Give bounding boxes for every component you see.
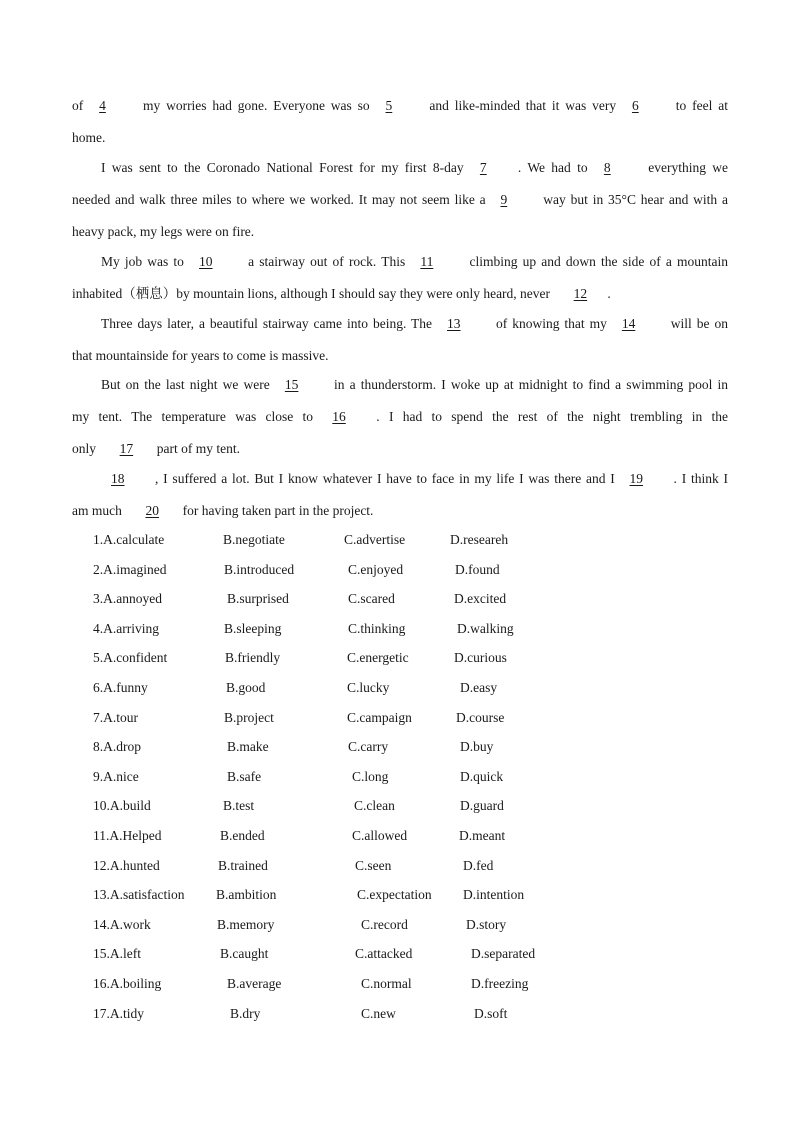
text: Three days later, a beautiful stairway came into being. The xyxy=(101,316,438,331)
text: . We had to xyxy=(517,160,594,175)
option-b: B.memory xyxy=(217,916,275,932)
text: needed and walk three miles to where we worked. It may not seem like a xyxy=(72,192,491,207)
text: am much xyxy=(72,503,126,518)
question-row xyxy=(93,826,733,846)
option-d: D.intention xyxy=(463,887,525,903)
option-d: D.fed xyxy=(463,857,494,873)
passage-line xyxy=(101,314,728,334)
text: inhabited（栖息）by mountain lions, although I should say they were only heard, never xyxy=(72,286,554,301)
option-d: D.buy xyxy=(460,739,494,755)
blank-6: 6 xyxy=(631,98,639,113)
text: home. xyxy=(72,130,106,145)
passage-line xyxy=(101,375,728,395)
passage-line xyxy=(72,128,728,148)
option-b: B.introduced xyxy=(224,561,295,577)
text: , I suffered a lot. But I know whatever I have to face in my life I was there and I xyxy=(155,471,620,486)
option-c: C.clean xyxy=(354,798,395,814)
text: my worries had gone. Everyone was so xyxy=(137,98,376,113)
option-a: 16.A.boiling xyxy=(93,976,162,991)
text: a stairway out of rock. This xyxy=(243,254,411,269)
option-c: C.normal xyxy=(361,976,412,991)
option-b: B.test xyxy=(223,798,255,814)
blank-11: 11 xyxy=(420,254,434,269)
question-row xyxy=(93,560,733,580)
option-c: C.allowed xyxy=(352,828,408,843)
option-c: C.campaign xyxy=(347,709,412,725)
passage-line xyxy=(72,346,728,366)
question-row xyxy=(93,944,733,964)
text: that mountainside for years to come is massive. xyxy=(72,348,329,363)
option-b: B.dry xyxy=(230,1005,261,1021)
option-d: D.separated xyxy=(471,946,536,962)
text: climbing up and down the side of a mountain xyxy=(464,254,729,269)
question-row xyxy=(93,974,733,994)
blank-13: 13 xyxy=(447,316,461,331)
option-a: 5.A.confident xyxy=(93,650,168,666)
blank-8: 8 xyxy=(603,160,611,175)
option-c: C.new xyxy=(361,1005,396,1021)
option-a: 17.A.tidy xyxy=(93,1005,145,1021)
option-b: B.project xyxy=(224,709,274,725)
question-row xyxy=(93,619,733,639)
option-d: D.easy xyxy=(460,680,498,695)
option-b: B.caught xyxy=(220,946,269,962)
option-a: 11.A.Helped xyxy=(93,828,162,843)
blank-18: 18 xyxy=(111,471,125,486)
option-a: 13.A.satisfaction xyxy=(93,887,185,903)
question-row xyxy=(93,767,733,787)
text: way but in 35°C hear and with a xyxy=(538,192,728,207)
option-d: D.course xyxy=(456,709,505,725)
option-b: B.make xyxy=(227,739,269,755)
option-c: C.scared xyxy=(348,591,395,607)
option-c: C.expectation xyxy=(357,887,432,903)
text: But on the last night we were xyxy=(101,377,275,392)
blank-10: 10 xyxy=(199,254,213,269)
question-row xyxy=(93,885,733,905)
option-d: D.excited xyxy=(454,591,507,607)
text: to feel at xyxy=(669,98,728,113)
question-row xyxy=(93,737,733,757)
option-b: B.safe xyxy=(227,768,262,784)
passage-line xyxy=(72,222,728,242)
option-c: C.lucky xyxy=(347,680,390,695)
text: part of my tent. xyxy=(153,441,240,456)
option-d: D.guard xyxy=(460,798,504,814)
option-a: 7.A.tour xyxy=(93,709,138,725)
option-c: C.enjoyed xyxy=(348,561,404,577)
blank-16: 16 xyxy=(332,409,346,424)
blank-4: 4 xyxy=(99,98,106,113)
option-b: B.surprised xyxy=(227,591,289,607)
blank-7: 7 xyxy=(479,160,487,175)
blank-9: 9 xyxy=(500,192,508,207)
option-d: D.quick xyxy=(460,768,504,784)
option-a: 1.A.calculate xyxy=(93,532,165,547)
blank-19: 19 xyxy=(629,471,644,486)
option-b: B.ended xyxy=(220,828,265,843)
passage-line xyxy=(72,96,728,116)
option-a: 10.A.build xyxy=(93,798,151,814)
option-c: C.energetic xyxy=(347,650,409,666)
option-c: C.record xyxy=(361,916,408,932)
option-a: 4.A.arriving xyxy=(93,620,159,636)
option-c: C.thinking xyxy=(348,620,406,636)
passage-line xyxy=(72,439,728,459)
text: and like-minded that it was very xyxy=(423,98,622,113)
passage-line xyxy=(72,407,728,427)
option-c: C.seen xyxy=(355,857,392,873)
blank-17: 17 xyxy=(119,441,134,456)
passage-line xyxy=(72,284,728,304)
option-a: 6.A.funny xyxy=(93,680,148,695)
option-b: B.good xyxy=(226,680,266,695)
option-a: 9.A.nice xyxy=(93,768,139,784)
blank-15: 15 xyxy=(284,377,299,392)
question-row xyxy=(93,678,733,698)
option-c: C.carry xyxy=(348,739,389,755)
passage-line xyxy=(101,252,728,272)
option-d: D.freezing xyxy=(471,976,529,991)
passage-line xyxy=(72,190,728,210)
option-b: B.ambition xyxy=(216,887,277,903)
option-a: 3.A.annoyed xyxy=(93,591,162,607)
text: heavy pack, my legs were on fire. xyxy=(72,224,255,239)
option-d: D.meant xyxy=(459,828,506,843)
text: my tent. The temperature was close to xyxy=(72,409,323,424)
question-row xyxy=(93,648,733,668)
option-a: 2.A.imagined xyxy=(93,561,167,577)
option-b: B.trained xyxy=(218,857,268,873)
text: in a thunderstorm. I woke up at midnight to find a swimming pool in xyxy=(328,377,729,392)
option-b: B.average xyxy=(227,976,282,991)
question-row xyxy=(93,530,733,550)
option-d: D.story xyxy=(466,916,507,932)
text: for having taken part in the project. xyxy=(179,503,374,518)
passage-line xyxy=(72,501,728,521)
option-d: D.curious xyxy=(454,650,507,666)
option-a: 14.A.work xyxy=(93,916,151,932)
text: of knowing that my xyxy=(491,316,612,331)
question-row xyxy=(93,708,733,728)
blank-5: 5 xyxy=(385,98,393,113)
text: . xyxy=(607,286,611,301)
text: only xyxy=(72,441,100,456)
blank-14: 14 xyxy=(621,316,636,331)
option-a: 12.A.hunted xyxy=(93,857,160,873)
question-row xyxy=(93,856,733,876)
option-d: D.found xyxy=(455,561,500,577)
option-c: C.advertise xyxy=(344,532,406,547)
text: I was sent to the Coronado National Forest for my first 8-day xyxy=(101,160,470,175)
question-row xyxy=(93,915,733,935)
option-b: B.negotiate xyxy=(223,532,285,547)
option-d: D.researeh xyxy=(450,532,509,547)
text: everything we xyxy=(641,160,728,175)
option-a: 8.A.drop xyxy=(93,739,141,755)
text: . I think I xyxy=(673,471,728,486)
option-a: 15.A.left xyxy=(93,946,141,962)
question-row xyxy=(93,1004,733,1024)
question-row xyxy=(93,589,733,609)
option-c: C.long xyxy=(352,768,389,784)
passage-line xyxy=(101,469,728,489)
text: My job was to xyxy=(101,254,190,269)
option-b: B.sleeping xyxy=(224,620,282,636)
option-d: D.walking xyxy=(457,620,514,636)
text: will be on xyxy=(665,316,728,331)
passage-line xyxy=(101,158,728,178)
question-row xyxy=(93,796,733,816)
blank-12: 12 xyxy=(573,286,588,301)
text: of xyxy=(72,98,90,113)
option-d: D.soft xyxy=(474,1005,508,1021)
text: . I had to spend the rest of the night trembling in the xyxy=(376,409,728,424)
option-b: B.friendly xyxy=(225,650,281,666)
option-c: C.attacked xyxy=(355,946,413,962)
blank-20: 20 xyxy=(145,503,159,518)
